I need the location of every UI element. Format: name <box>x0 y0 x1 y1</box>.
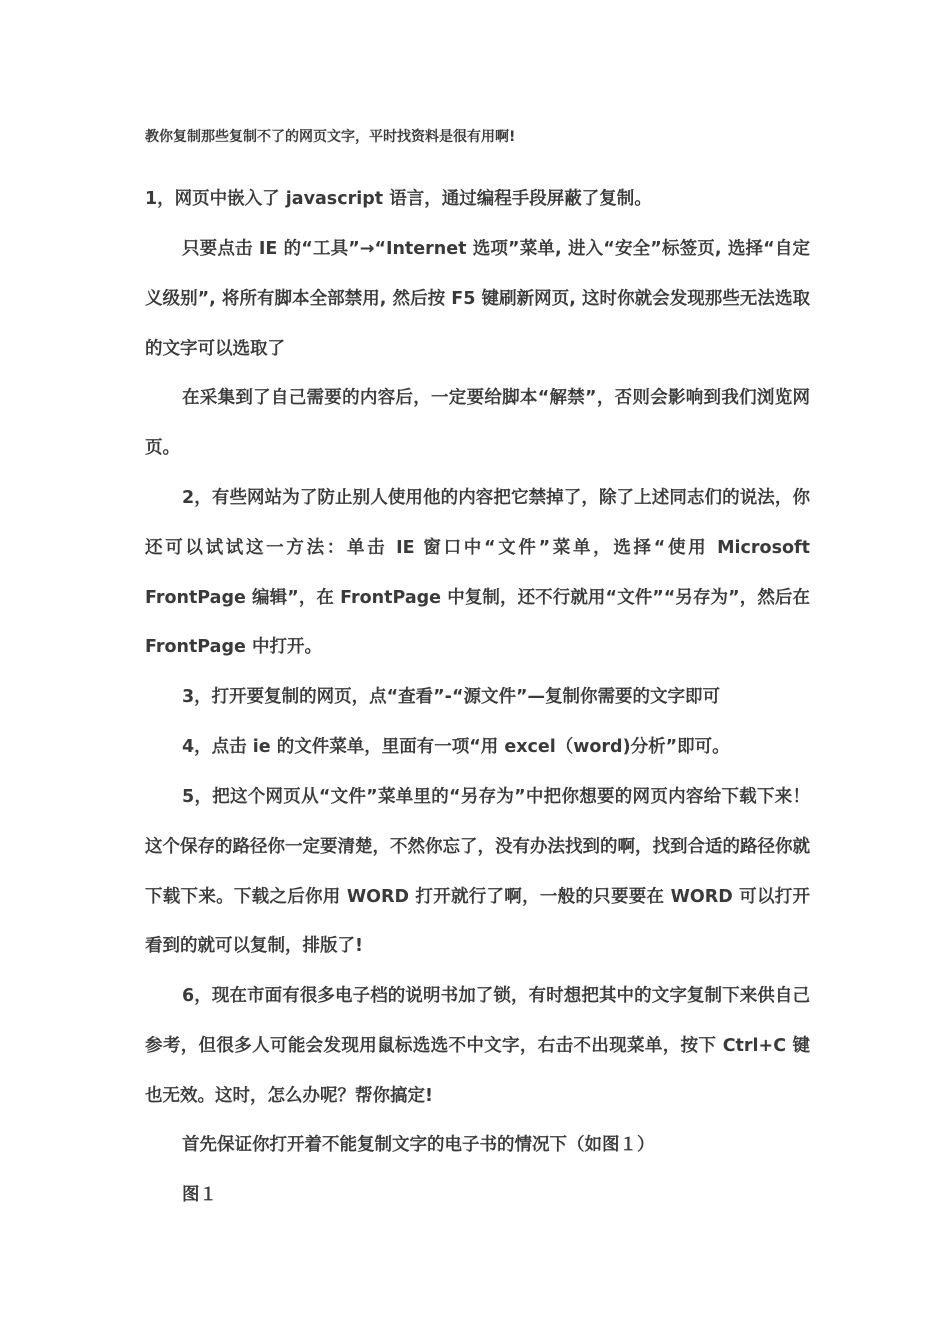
figure-caption: 图１ <box>182 1185 217 1205</box>
document-title: 教你复制那些复制不了的网页文字，平时找资料是很有用啊! <box>145 129 516 145</box>
paragraph-3-view-source: 3，打开要复制的网页，点“查看”-“源文件”—复制你需要的文字即可 <box>182 687 720 707</box>
paragraph-unlock-script: 在采集到了自己需要的内容后，一定要给脚本“解禁”，否则会影响到我们浏览网页。 <box>145 388 810 458</box>
paragraph-ie-options: 只要点击 IE 的“工具”→“Internet 选项”菜单, 进入“安全”标签页, 选择“自定义级别”, 将所有脚本全部禁用, 然后按 F5 键刷新网页, 这时你就会发现那些无法选取的文字可以选取了 <box>145 239 810 359</box>
paragraph-2-frontpage: 2，有些网站为了防止别人使用他的内容把它禁掉了，除了上述同志们的说法，你还可以试试这一方法：单击 IE 窗口中“文件”菜单，选择“使用 Microsoft FrontPage 编辑”，在 FrontPage 中复制，还不行就用“文件”“另存为”，然后在 FrontPage 中打开。 <box>145 488 810 658</box>
paragraph-6-ebook: 6，现在市面有很多电子档的说明书加了锁，有时想把其中的文字复制下来供自己参考，但很多人可能会发现用鼠标选选不中文字，右击不出现菜单，按下 Ctrl+C 键也无效。这时，怎么办呢？帮你搞定! <box>145 986 810 1106</box>
paragraph-5-save-as: 5，把这个网页从“文件”菜单里的“另存为”中把你想要的网页内容给下载下来！这个保存的路径你一定要清楚，不然你忘了，没有办法找到的啊，找到合适的路径你就下载下来。下载之后你用 WORD 打开就行了啊，一般的只要要在 WORD 可以打开看到的就可以复制，排版了! <box>145 787 810 957</box>
paragraph-1-heading: 1，网页中嵌入了 javascript 语言，通过编程手段屏蔽了复制。 <box>145 189 652 209</box>
paragraph-4-excel: 4，点击 ie 的文件菜单，里面有一项“用 excel（word)分析”即可。 <box>182 737 730 757</box>
paragraph-figure-intro: 首先保证你打开着不能复制文字的电子书的情况下（如图１） <box>182 1135 655 1155</box>
